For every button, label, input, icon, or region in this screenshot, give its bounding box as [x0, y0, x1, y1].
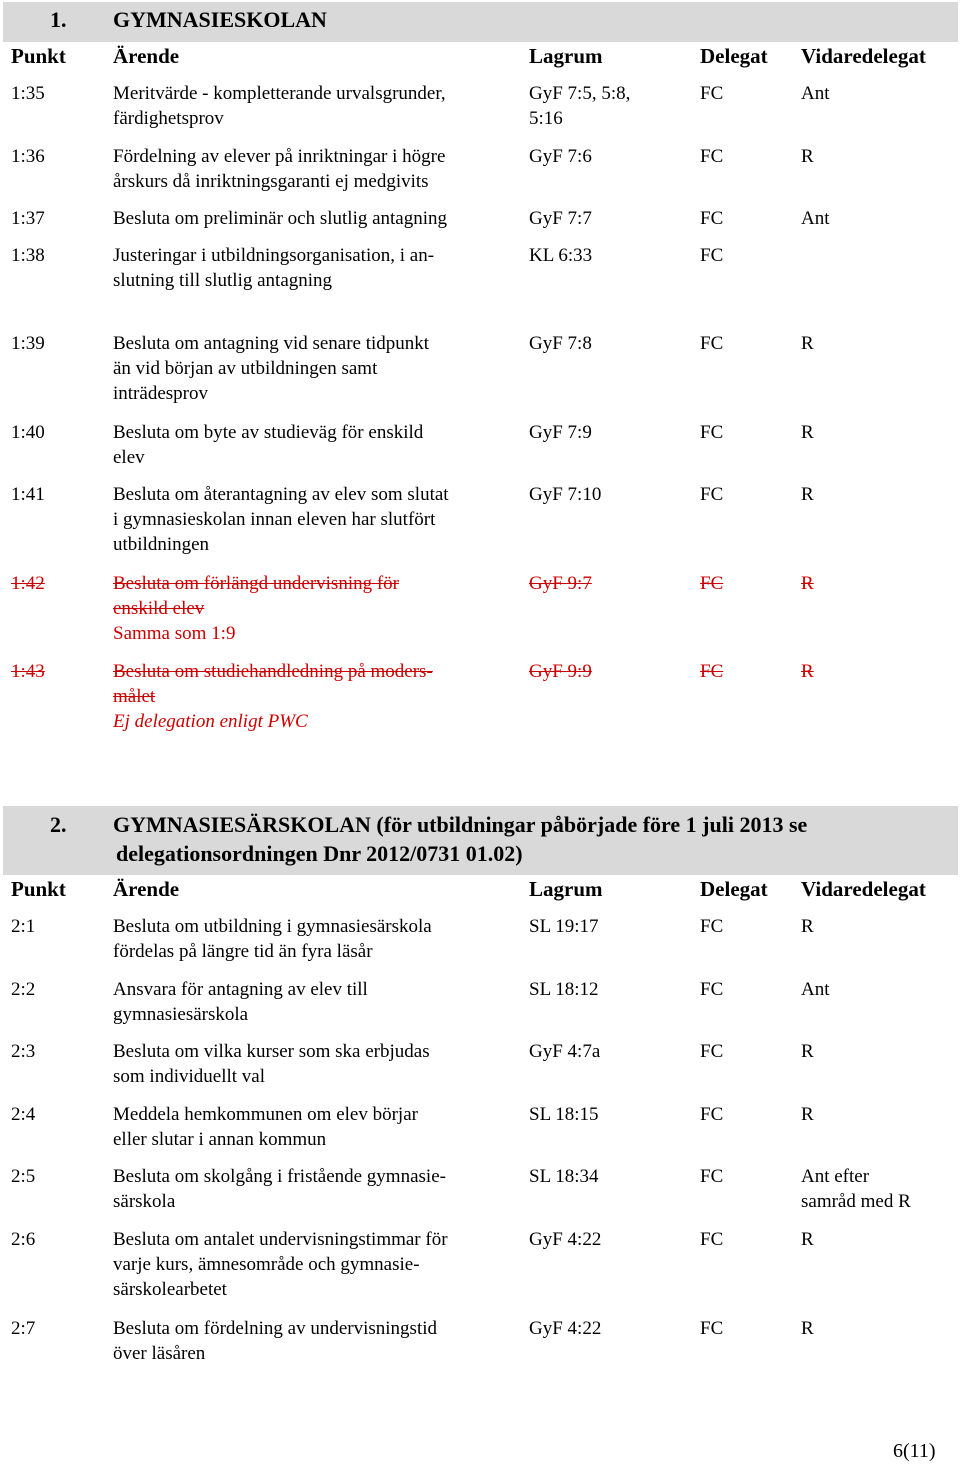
row-arende: Besluta om antagning vid senare tidpunkt än vid början av utbildningen samt inträdesprov: [113, 333, 430, 404]
section2-number: 2.: [50, 812, 67, 837]
row-punkt: 2:5: [11, 1166, 36, 1187]
row-lagrum: KL 6:33: [529, 245, 593, 266]
row-delegat: FC: [700, 1104, 724, 1125]
header-arende: Ärende: [113, 44, 180, 68]
row-arende: Fördelning av elever på inriktningar i högre årskurs då inriktningsgaranti ej medgivits: [113, 146, 446, 192]
row-vidaredelegat: R: [801, 146, 814, 167]
row-punkt: 1:35: [11, 83, 45, 104]
row-delegat: FC: [700, 1318, 724, 1339]
row-lagrum: GyF 4:22: [529, 1318, 602, 1339]
row-delegat: FC: [700, 573, 724, 594]
row-delegat: FC: [700, 484, 724, 505]
row-arende: Besluta om förlängd undervisning för enskild elev Samma som 1:9: [113, 573, 400, 644]
row-delegat: FC: [700, 333, 724, 354]
row-vidaredelegat: Ant: [801, 208, 830, 229]
header-vidaredelegat: Vidaredelegat: [801, 877, 926, 901]
row-punkt: 1:38: [11, 245, 45, 266]
row-note: Ej delegation enligt PWC: [113, 711, 308, 732]
header-delegat: Delegat: [700, 44, 768, 68]
row-lagrum: GyF 7:8: [529, 333, 592, 354]
row-delegat: FC: [700, 245, 724, 266]
header-punkt: Punkt: [11, 877, 66, 901]
row-vidaredelegat: Ant: [801, 83, 830, 104]
page-number: 6(11): [893, 1440, 936, 1462]
row-delegat: FC: [700, 916, 724, 937]
row-arende: Besluta om byte av studieväg för enskild elev: [113, 422, 424, 468]
header-arende: Ärende: [113, 877, 180, 901]
row-punkt: 1:39: [11, 333, 45, 354]
row-punkt: 1:36: [11, 146, 45, 167]
section2-title: GYMNASIESÄRSKOLAN (för utbildningar påbörjade före 1 juli 2013 se: [113, 812, 808, 837]
row-lagrum: SL 18:34: [529, 1166, 599, 1187]
row-punkt: 2:7: [11, 1318, 36, 1339]
row-lagrum: GyF 7:6: [529, 146, 592, 167]
row-punkt: 1:37: [11, 208, 45, 229]
row-lagrum: SL 18:15: [529, 1104, 599, 1125]
row-lagrum: SL 18:12: [529, 979, 599, 1000]
row-lagrum: GyF 9:7: [529, 573, 592, 594]
row-delegat: FC: [700, 1229, 724, 1250]
row-delegat: FC: [700, 1041, 724, 1062]
row-lagrum: GyF 4:7a: [529, 1041, 601, 1062]
header-lagrum: Lagrum: [529, 877, 603, 901]
row-punkt: 2:3: [11, 1041, 36, 1062]
row-delegat: FC: [700, 661, 724, 682]
row-vidaredelegat: R: [801, 661, 814, 682]
row-punkt: 2:6: [11, 1229, 36, 1250]
row-delegat: FC: [700, 979, 724, 1000]
row-vidaredelegat: Ant: [801, 979, 830, 1000]
row-arende: Besluta om studiehandledning på moders- målet Ej delegation enligt PWC: [113, 661, 433, 732]
row-delegat: FC: [700, 146, 724, 167]
row-arende: Besluta om vilka kurser som ska erbjudas som individuellt val: [113, 1041, 430, 1087]
section1-number: 1.: [50, 7, 67, 32]
row-vidaredelegat: R: [801, 422, 814, 443]
row-lagrum: SL 19:17: [529, 916, 599, 937]
row-punkt: 1:42: [11, 573, 45, 594]
row-vidaredelegat: R: [801, 573, 814, 594]
row-arende: Besluta om skolgång i fristående gymnasie- särskola: [113, 1166, 446, 1212]
row-arende: Meddela hemkommunen om elev börjar eller slutar i annan kommun: [113, 1104, 418, 1150]
row-punkt: 2:1: [11, 916, 36, 937]
header-vidaredelegat: Vidaredelegat: [801, 44, 926, 68]
row-punkt: 1:41: [11, 484, 45, 505]
row-vidaredelegat: R: [801, 333, 814, 354]
header-punkt: Punkt: [11, 44, 66, 68]
row-punkt: 1:43: [11, 661, 45, 682]
row-punkt: 1:40: [11, 422, 45, 443]
row-vidaredelegat: R: [801, 484, 814, 505]
row-note: Samma som 1:9: [113, 623, 236, 644]
row-delegat: FC: [700, 422, 724, 443]
row-delegat: FC: [700, 83, 724, 104]
row-lagrum: GyF 7:7: [529, 208, 592, 229]
row-lagrum: GyF 7:9: [529, 422, 592, 443]
header-delegat: Delegat: [700, 877, 768, 901]
row-arende: Justeringar i utbildningsorganisation, i an- slutning till slutlig antagning: [113, 245, 435, 291]
row-delegat: FC: [700, 208, 724, 229]
row-arende: Ansvara för antagning av elev till gymnasiesärskola: [113, 979, 368, 1025]
row-vidaredelegat: R: [801, 1318, 814, 1339]
row-arende: Besluta om fördelning av undervisningstid över läsåren: [113, 1318, 438, 1364]
row-lagrum: GyF 7:10: [529, 484, 602, 505]
header-lagrum: Lagrum: [529, 44, 603, 68]
row-punkt: 2:2: [11, 979, 36, 1000]
row-vidaredelegat: R: [801, 916, 814, 937]
section1-title: GYMNASIESKOLAN: [113, 7, 327, 32]
row-delegat: FC: [700, 1166, 724, 1187]
row-vidaredelegat: R: [801, 1041, 814, 1062]
row-punkt: 2:4: [11, 1104, 36, 1125]
row-lagrum: GyF 9:9: [529, 661, 592, 682]
row-arende: Besluta om återantagning av elev som slutat i gymnasieskolan innan eleven har slutfört utbildningen: [113, 484, 449, 555]
row-vidaredelegat: R: [801, 1104, 814, 1125]
row-arende: Besluta om preliminär och slutlig antagning: [113, 208, 448, 229]
row-lagrum: GyF 7:5, 5:8, 5:16: [529, 83, 631, 129]
row-arende: Besluta om antalet undervisningstimmar för varje kurs, ämnesområde och gymnasie- särskolearbetet: [113, 1229, 448, 1300]
row-arende: Meritvärde - kompletterande urvalsgrunder, färdighetsprov: [113, 83, 446, 129]
row-arende: Besluta om utbildning i gymnasiesärskola fördelas på längre tid än fyra läsår: [113, 916, 432, 962]
row-vidaredelegat: R: [801, 1229, 814, 1250]
section2-title-line2: delegationsordningen Dnr 2012/0731 01.02): [116, 841, 523, 866]
row-vidaredelegat: Ant efter samråd med R: [801, 1166, 911, 1212]
row-lagrum: GyF 4:22: [529, 1229, 602, 1250]
